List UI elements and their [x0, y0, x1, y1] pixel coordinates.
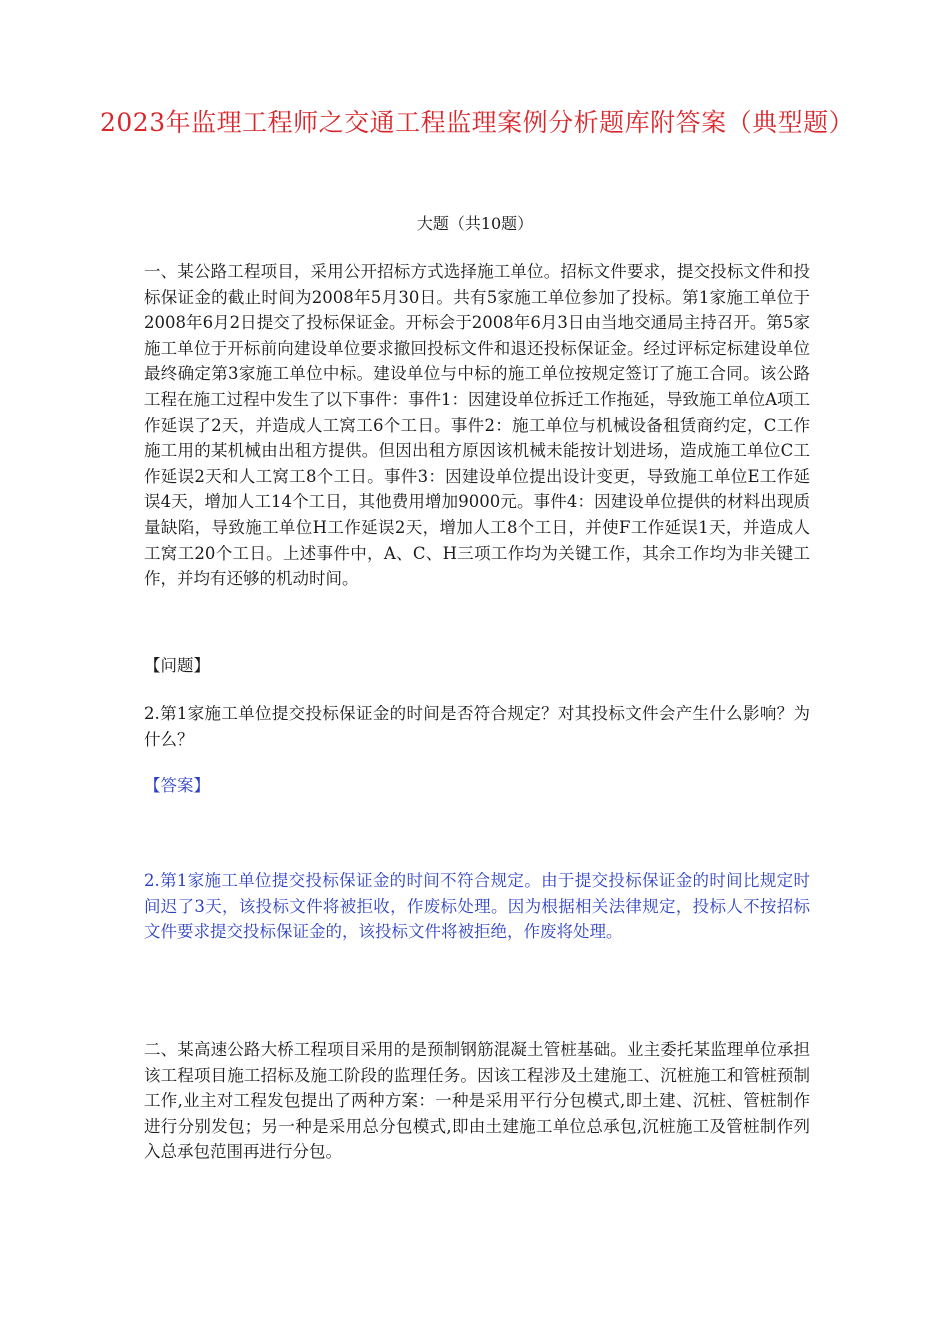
page-title: 2023年监理工程师之交通工程监理案例分析题库附答案（典型题）: [100, 108, 855, 137]
question-label: 【问题】: [144, 656, 210, 675]
question-1-body: 一、某公路工程项目，采用公开招标方式选择施工单位。招标文件要求，提交投标文件和投标保证金的截止时间为2008年5月30日。共有5家施工单位参加了投标。第1家施工单位于2008年6月2日提交了投标保证金。开标会于2008年6月3日由当地交通局主持召开。第5家施工单位于开标前向建设单位要求撤回投标文件和退还投标保证金。经过评标定标建设单位最终确定第3家施工单位中标。建设单位与中标的施工单位按规定签订了施工合同。该公路工程在施工过程中发生了以下事件：事件1：因建设单位拆迁工作拖延，导致施工单位A项工作延误了2天，并造成人工窝工6个工日。事件2：施工单位与机械设备租赁商约定，C工作施工用的某机械由出租方提供。但因出租方原因该机械未能按计划进场，造成施工单位C工作延误2天和人工窝工8个工日。事件3：因建设单位提出设计变更，导致施工单位E工作延误4天，增加人工14个工日，其他费用增加9000元。事件4：因建设单位提供的材料出现质量缺陷，导致施工单位H工作延误2天，增加人工8个工日，并使F工作延误1天，并造成人工窝工20个工日。上述事件中，A、C、H三项工作均为关键工作，其余工作均为非关键工作，并均有还够的机动时间。: [144, 262, 810, 589]
answer-label: 【答案】: [144, 776, 210, 795]
section-subtitle: 大题（共10题）: [416, 214, 534, 233]
question-2-body: 二、某高速公路大桥工程项目采用的是预制钢筋混凝土管桩基础。业主委托某监理单位承担该工程项目施工招标及施工阶段的监理任务。因该工程涉及土建施工、沉桩施工和管桩预制工作,业主对工程发包提出了两种方案：一种是采用平行分包模式,即土建、沉桩、管桩制作进行分别发包；另一种是采用总分包模式,即由土建施工单位总承包,沉桩施工及管桩制作列入总承包范围再进行分包。: [144, 1040, 810, 1162]
answer-text: 2.第1家施工单位提交投标保证金的时间不符合规定。由于提交投标保证金的时间比规定时间迟了3天，该投标文件将被拒收，作废标处理。因为根据相关法律规定，投标人不按招标文件要求提交投标保证金的，该投标文件将被拒绝，作废将处理。: [144, 871, 810, 942]
question-text: 2.第1家施工单位提交投标保证金的时间是否符合规定？对其投标文件会产生什么影响？为什么？: [144, 704, 810, 749]
